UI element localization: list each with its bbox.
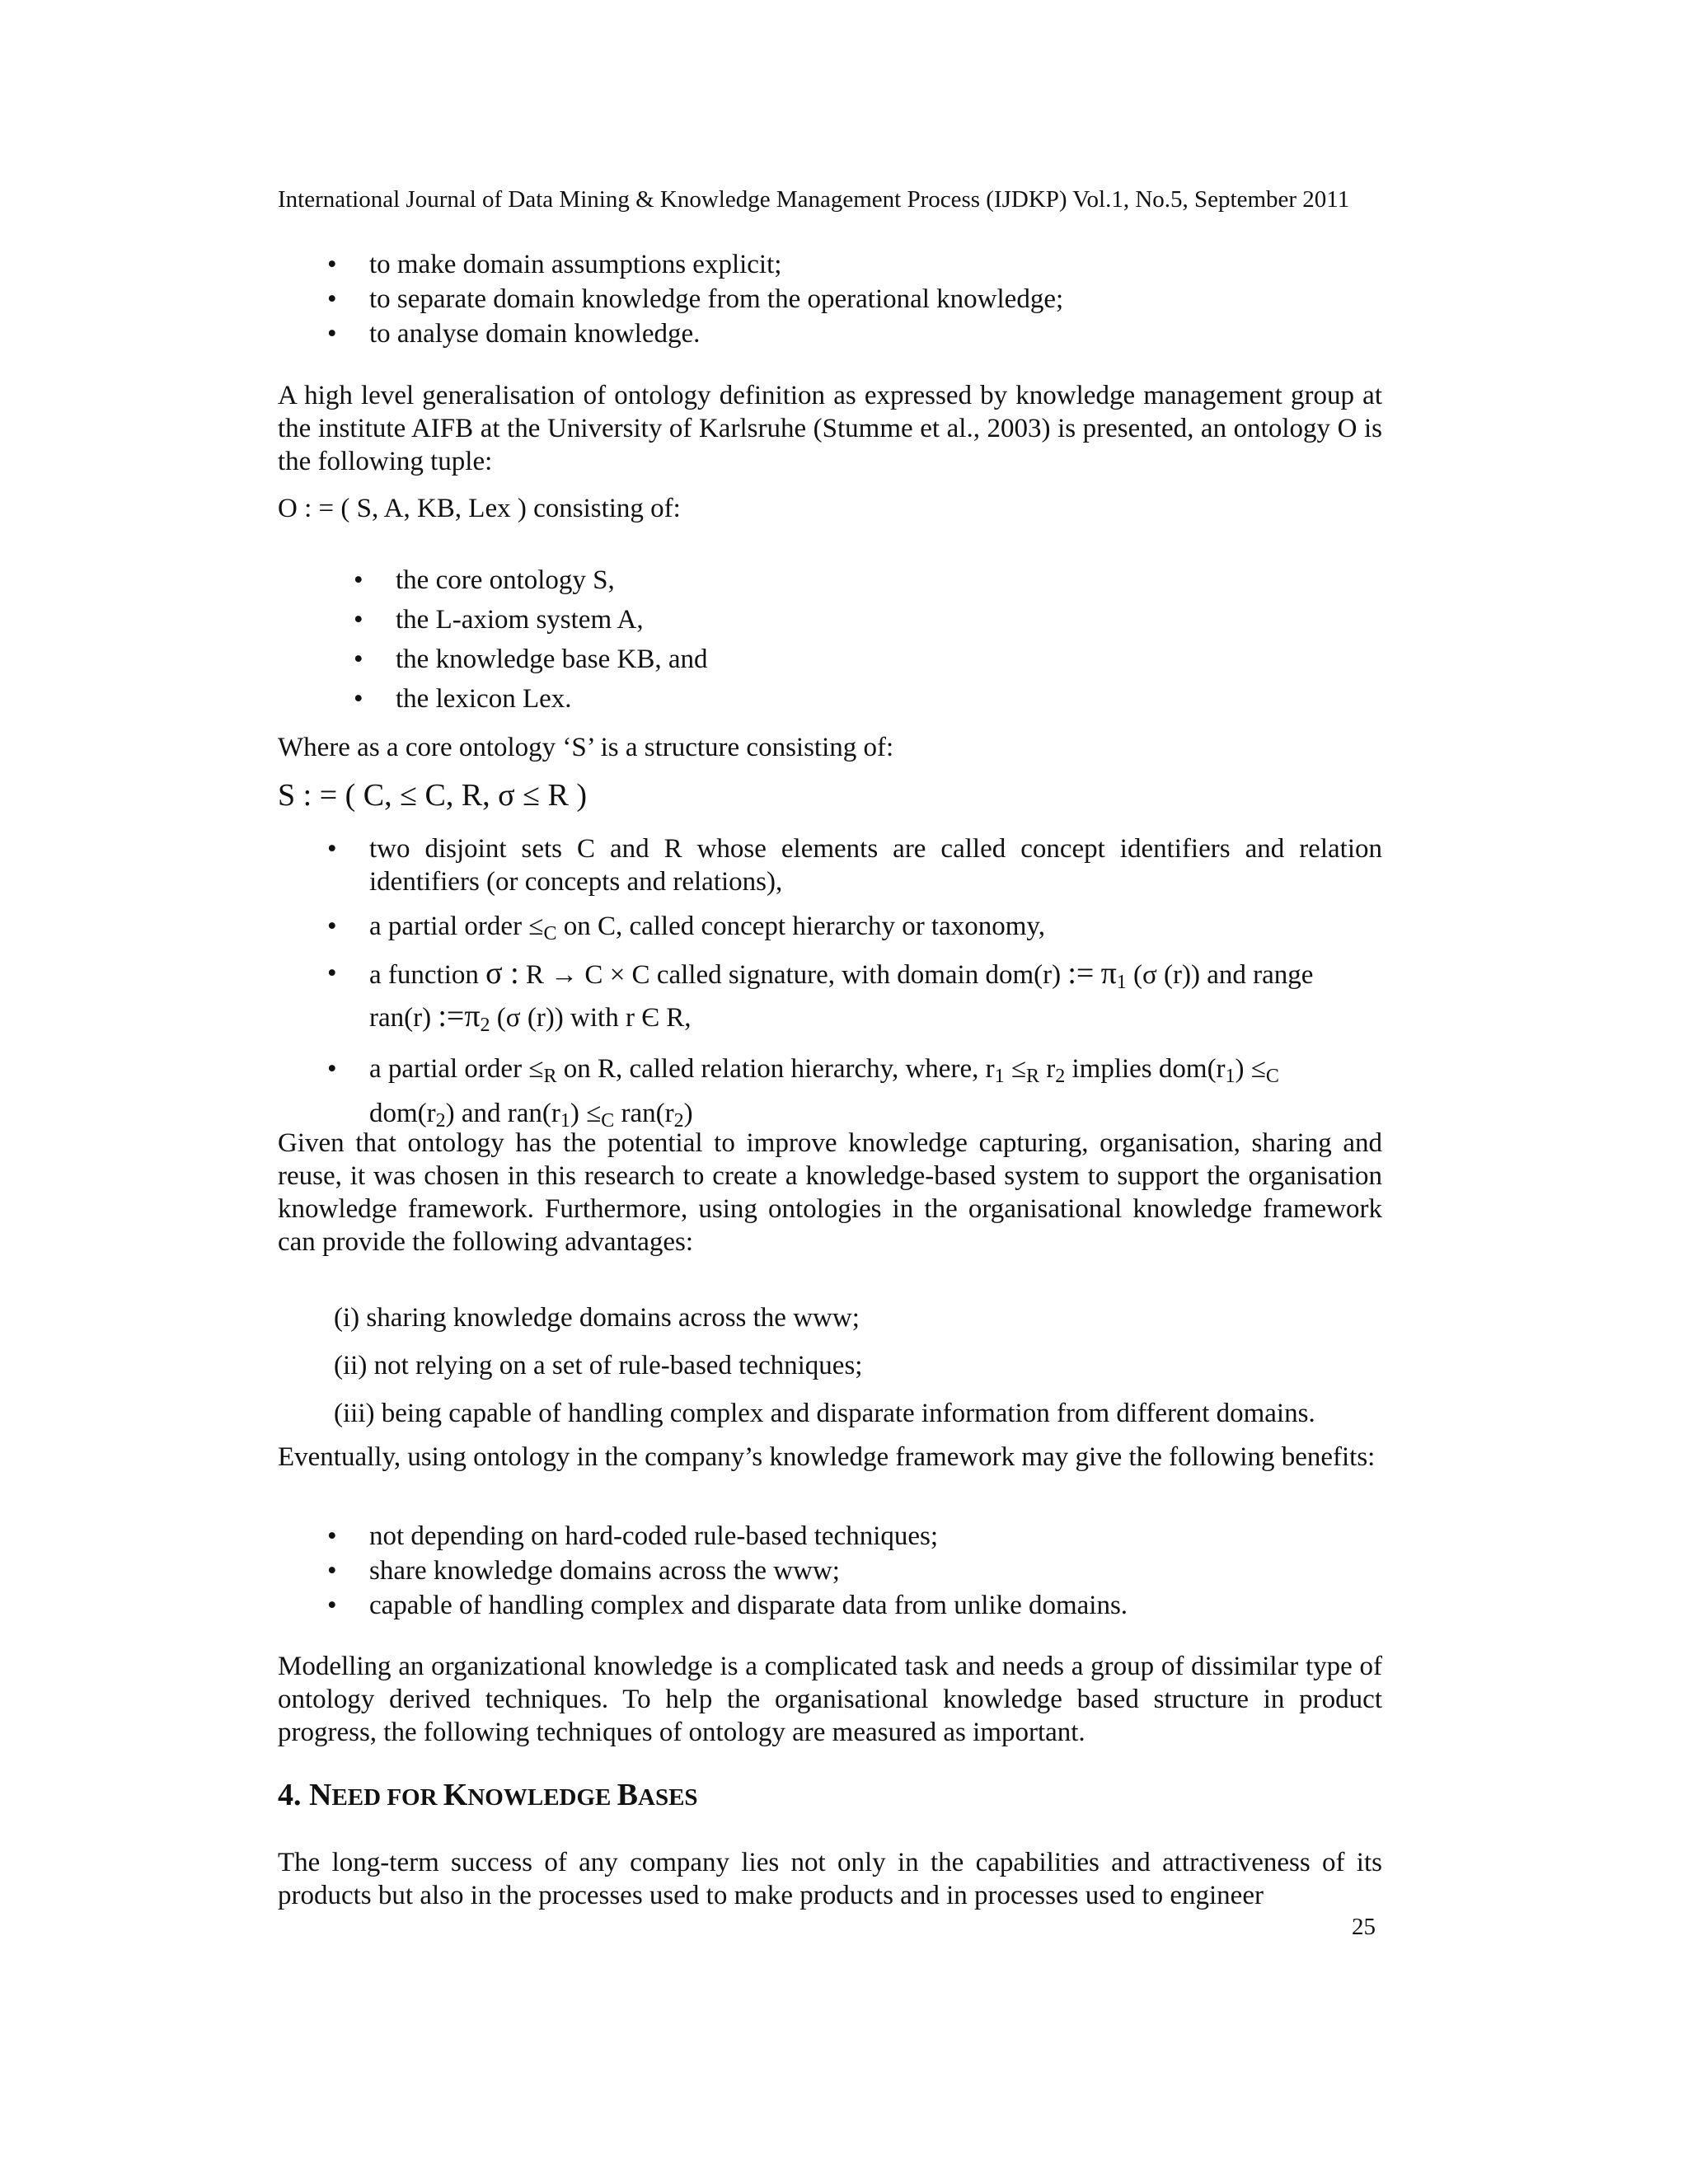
list-item: • the lexicon Lex.	[396, 679, 708, 719]
list-item: (ii) not relying on a set of rule-based techniques;	[334, 1351, 863, 1380]
bullet-icon: •	[327, 319, 337, 349]
paragraph-ontology-definition: A high level generalisation of ontology definition as expressed by knowledge management group at the institute AIFB at the University of Karlsruhe (Stumme et al., 2003) is presented, an ontology O is the following tuple:	[278, 381, 1382, 476]
bullet-icon: •	[354, 565, 363, 595]
list-item: (iii) being capable of handling complex and disparate information from different domains.	[334, 1399, 1315, 1428]
bullet-icon: •	[327, 1556, 337, 1586]
bullet-icon: •	[327, 1054, 337, 1084]
list-item: • the core ontology S,	[396, 560, 708, 600]
paragraph-benefits-intro: Eventually, using ontology in the company’s knowledge framework may give the following benefits:	[278, 1442, 1376, 1472]
list-item: • to separate domain knowledge from the operational knowledge;	[369, 282, 1063, 316]
list-item: • a function σ : R → C × C called signature, with domain dom(r) := $\pi_1$ (σ (r)) and range ran(r) $:=\pi_2$ (σ (r)) with r Є R,	[369, 953, 1382, 1038]
formula-core-ontology: S : = ( C, ≤ C, R, σ ≤ R )	[278, 778, 588, 813]
numbered-list-advantages	[334, 1294, 1315, 1437]
bullet-icon: •	[354, 684, 363, 714]
paragraph-modelling: Modelling an organizational knowledge is a complicated task and needs a group of dissimilar type of ontology derived techniques. To help the organisational knowledge based structure in product progress, the following techniques of ontology are measured as important.	[278, 1652, 1382, 1747]
bullet-list-core-ontology	[327, 832, 1382, 1136]
running-header: International Journal of Data Mining & Knowledge Management Process (IJDKP) Vol.1, No.5, September 2011	[278, 186, 1350, 213]
bullet-icon: •	[327, 912, 337, 941]
list-item: • to make domain assumptions explicit;	[369, 247, 1063, 282]
bullet-icon: •	[327, 834, 337, 864]
bullet-list-tuple-components	[354, 560, 708, 719]
bullet-icon: •	[327, 284, 337, 314]
list-item: • the L-axiom system A,	[396, 600, 708, 640]
list-item: • to analyse domain knowledge.	[369, 316, 1063, 351]
list-item: • a partial order $\le_C$ on C, called concept hierarchy or taxonomy,	[327, 912, 1046, 944]
list-item: • capable of handling complex and disparate data from unlike domains.	[369, 1588, 1128, 1623]
bullet-icon: •	[327, 958, 337, 988]
bullet-icon: •	[327, 1521, 337, 1551]
list-item: (i) sharing knowledge domains across the www;	[334, 1303, 860, 1333]
bullet-list-benefits	[327, 1519, 1128, 1623]
bullet-icon: •	[327, 1591, 337, 1620]
list-item: • not depending on hard-coded rule-based techniques;	[369, 1519, 1128, 1554]
paragraph-core-ontology: Where as a core ontology ‘S’ is a structure consisting of:	[278, 733, 894, 762]
paragraph-ontology-potential: Given that ontology has the potential to improve knowledge capturing, organisation, sharing and reuse, it was chosen in this research to create a knowledge-based system to support the organisation knowledge framework. Furthermore, using ontologies in the organisational knowledge framework can provide the following advantages:	[278, 1128, 1382, 1257]
list-item: • share knowledge domains across the www;	[369, 1554, 1128, 1588]
bullet-list-purposes	[327, 247, 1064, 351]
bullet-icon: •	[354, 605, 363, 635]
bullet-icon: •	[327, 250, 337, 279]
bullet-icon: •	[354, 644, 363, 674]
list-item: • a partial order $\le_R$ on R, called relation hierarchy, where, $r_1 \le_R$ $r_2$ implies $dom(r_1) \le_C$ $dom(r_2)$ and $ran(r_1) \le_C$ $ran(r_2)$	[369, 1047, 1382, 1136]
paragraph-long-term-success: The long-term success of any company lies not only in the capabilities and attractiveness of its products but also in the processes used to make products and in processes used to engineer	[278, 1848, 1382, 1910]
section-heading: 4. NEED FOR KNOWLEDGE BASES	[278, 1778, 698, 1812]
page-number: 25	[1352, 1914, 1376, 1940]
formula-ontology-tuple: O : = ( S, A, KB, Lex ) consisting of:	[278, 494, 681, 523]
list-item: • the knowledge base KB, and	[396, 640, 708, 679]
list-item: • two disjoint sets C and R whose elements are called concept identifiers and relation identifiers (or concepts and relations),	[327, 834, 1382, 897]
